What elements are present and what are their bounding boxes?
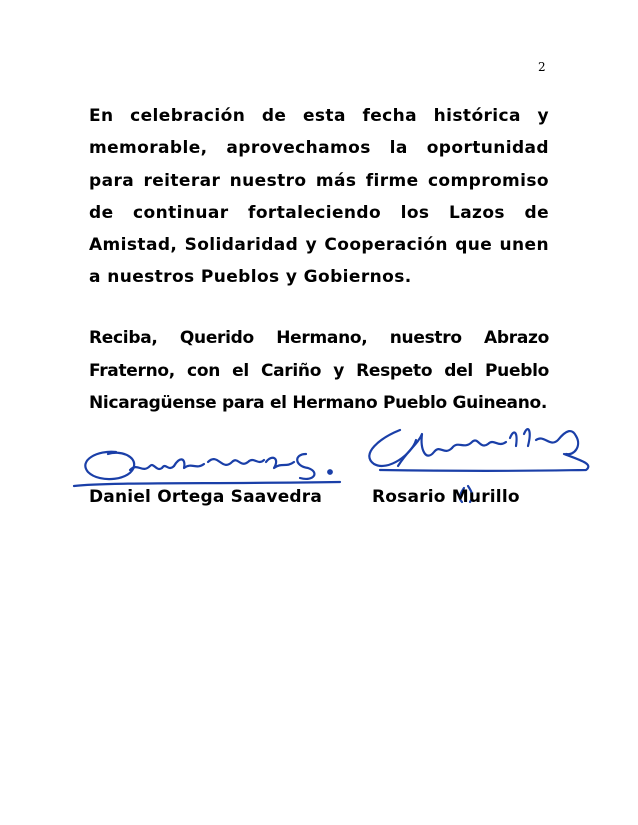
- signer-name-rosario-murillo: Rosario Murillo: [372, 487, 520, 507]
- page-number: 2: [538, 60, 546, 74]
- signature-daniel-ortega: [68, 432, 348, 492]
- paragraph-greeting: Reciba, Querido Hermano, nuestro Abrazo Fraterno, con el Cariño y Respeto del Pueblo Nicaragüense para el Hermano Pueblo Guineano.: [89, 328, 549, 413]
- paragraph-celebration: En celebración de esta fecha histórica y memorable, aprovechamos la oportunidad para reiterar nuestro más firme compromiso de continuar fortaleciendo los Lazos de Amistad, Solidaridad y Cooperación que unen a nuestros Pueblos y Gobiernos.: [89, 106, 549, 288]
- signer-name-daniel-ortega: Daniel Ortega Saavedra: [89, 487, 323, 507]
